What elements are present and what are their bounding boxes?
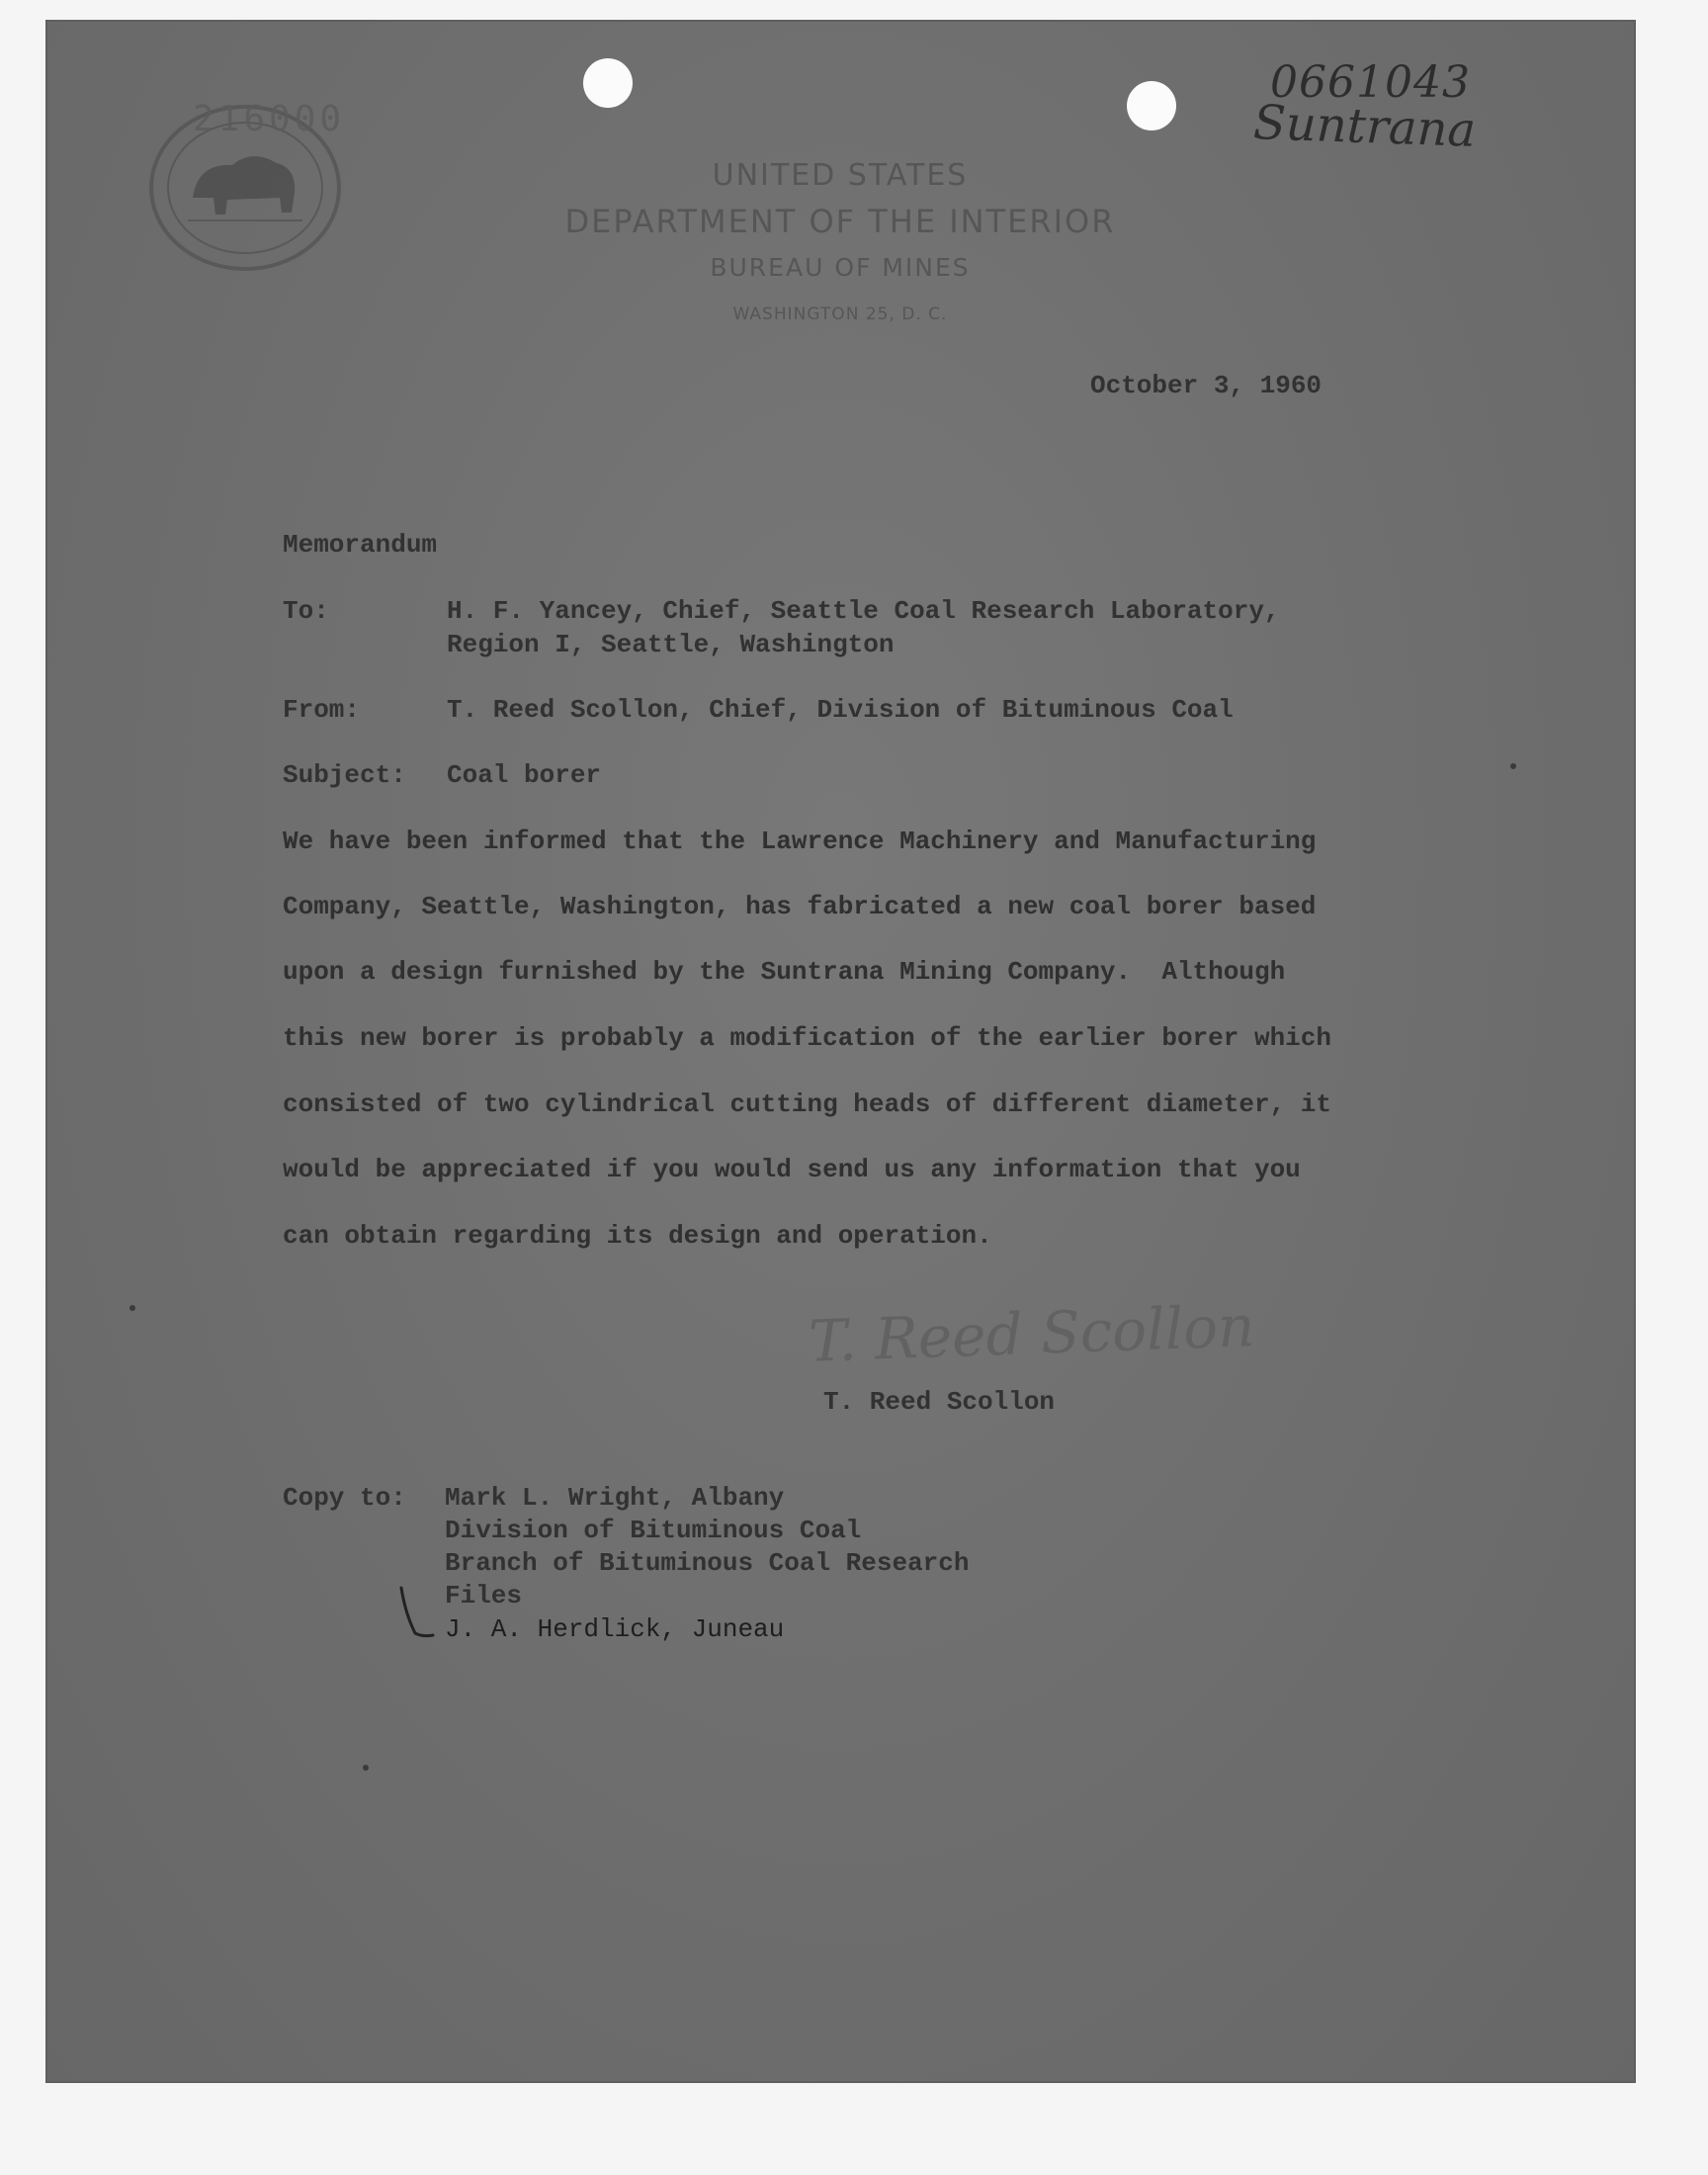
to-recipient-line1: H. F. Yancey, Chief, Seattle Coal Research Laboratory, — [447, 596, 1280, 626]
body-line: Company, Seattle, Washington, has fabricated a new coal borer based — [283, 892, 1317, 921]
copy-to-item: Files — [445, 1581, 523, 1610]
punch-hole-left — [583, 58, 633, 108]
copy-to-item: Mark L. Wright, Albany — [445, 1483, 785, 1513]
letterhead-country: UNITED STATES — [712, 158, 969, 193]
memo-title: Memorandum — [283, 530, 438, 560]
signature-typed-name: T. Reed Scollon — [823, 1387, 1056, 1417]
copy-to-item: Division of Bituminous Coal — [445, 1516, 862, 1545]
memo-date: October 3, 1960 — [1090, 371, 1323, 400]
body-line: consisted of two cylindrical cutting heads of different diameter, it — [283, 1089, 1331, 1119]
body-line: would be appreciated if you would send us any information that you — [283, 1155, 1301, 1184]
to-recipient-line2: Region I, Seattle, Washington — [447, 630, 895, 659]
subject-label: Subject: — [283, 760, 406, 790]
letterhead-bureau: BUREAU OF MINES — [710, 253, 971, 282]
paper-speck — [363, 1765, 369, 1771]
copy-to-label: Copy to: — [283, 1483, 406, 1513]
stamp-number: 216000 — [193, 99, 346, 139]
body-line: We have been informed that the Lawrence Machinery and Manufacturing — [283, 826, 1317, 856]
handwritten-file-number: 0661043 — [1270, 57, 1471, 108]
paper-speck — [129, 1305, 135, 1311]
letterhead-department: DEPARTMENT OF THE INTERIOR — [564, 203, 1116, 240]
copy-to-item: J. A. Herdlick, Juneau — [445, 1614, 785, 1644]
copy-to-item: Branch of Bituminous Coal Research — [445, 1548, 970, 1578]
body-line: can obtain regarding its design and operation. — [283, 1221, 992, 1251]
punch-hole-right — [1127, 81, 1176, 130]
body-line: upon a design furnished by the Suntrana Mining Company. Although — [283, 957, 1286, 987]
body-line: this new borer is probably a modification of the earlier borer which — [283, 1023, 1331, 1053]
handwritten-signature: T. Reed Scollon — [807, 1292, 1256, 1375]
letterhead-address: WASHINGTON 25, D. C. — [732, 304, 948, 324]
paper-speck — [1510, 763, 1516, 769]
subject-value: Coal borer — [447, 760, 602, 790]
from-sender: T. Reed Scollon, Chief, Division of Bituminous Coal — [447, 695, 1234, 725]
handwritten-name: Suntrana — [1252, 95, 1478, 158]
check-mark-icon — [393, 1584, 443, 1643]
from-label: From: — [283, 695, 361, 725]
to-label: To: — [283, 596, 329, 626]
